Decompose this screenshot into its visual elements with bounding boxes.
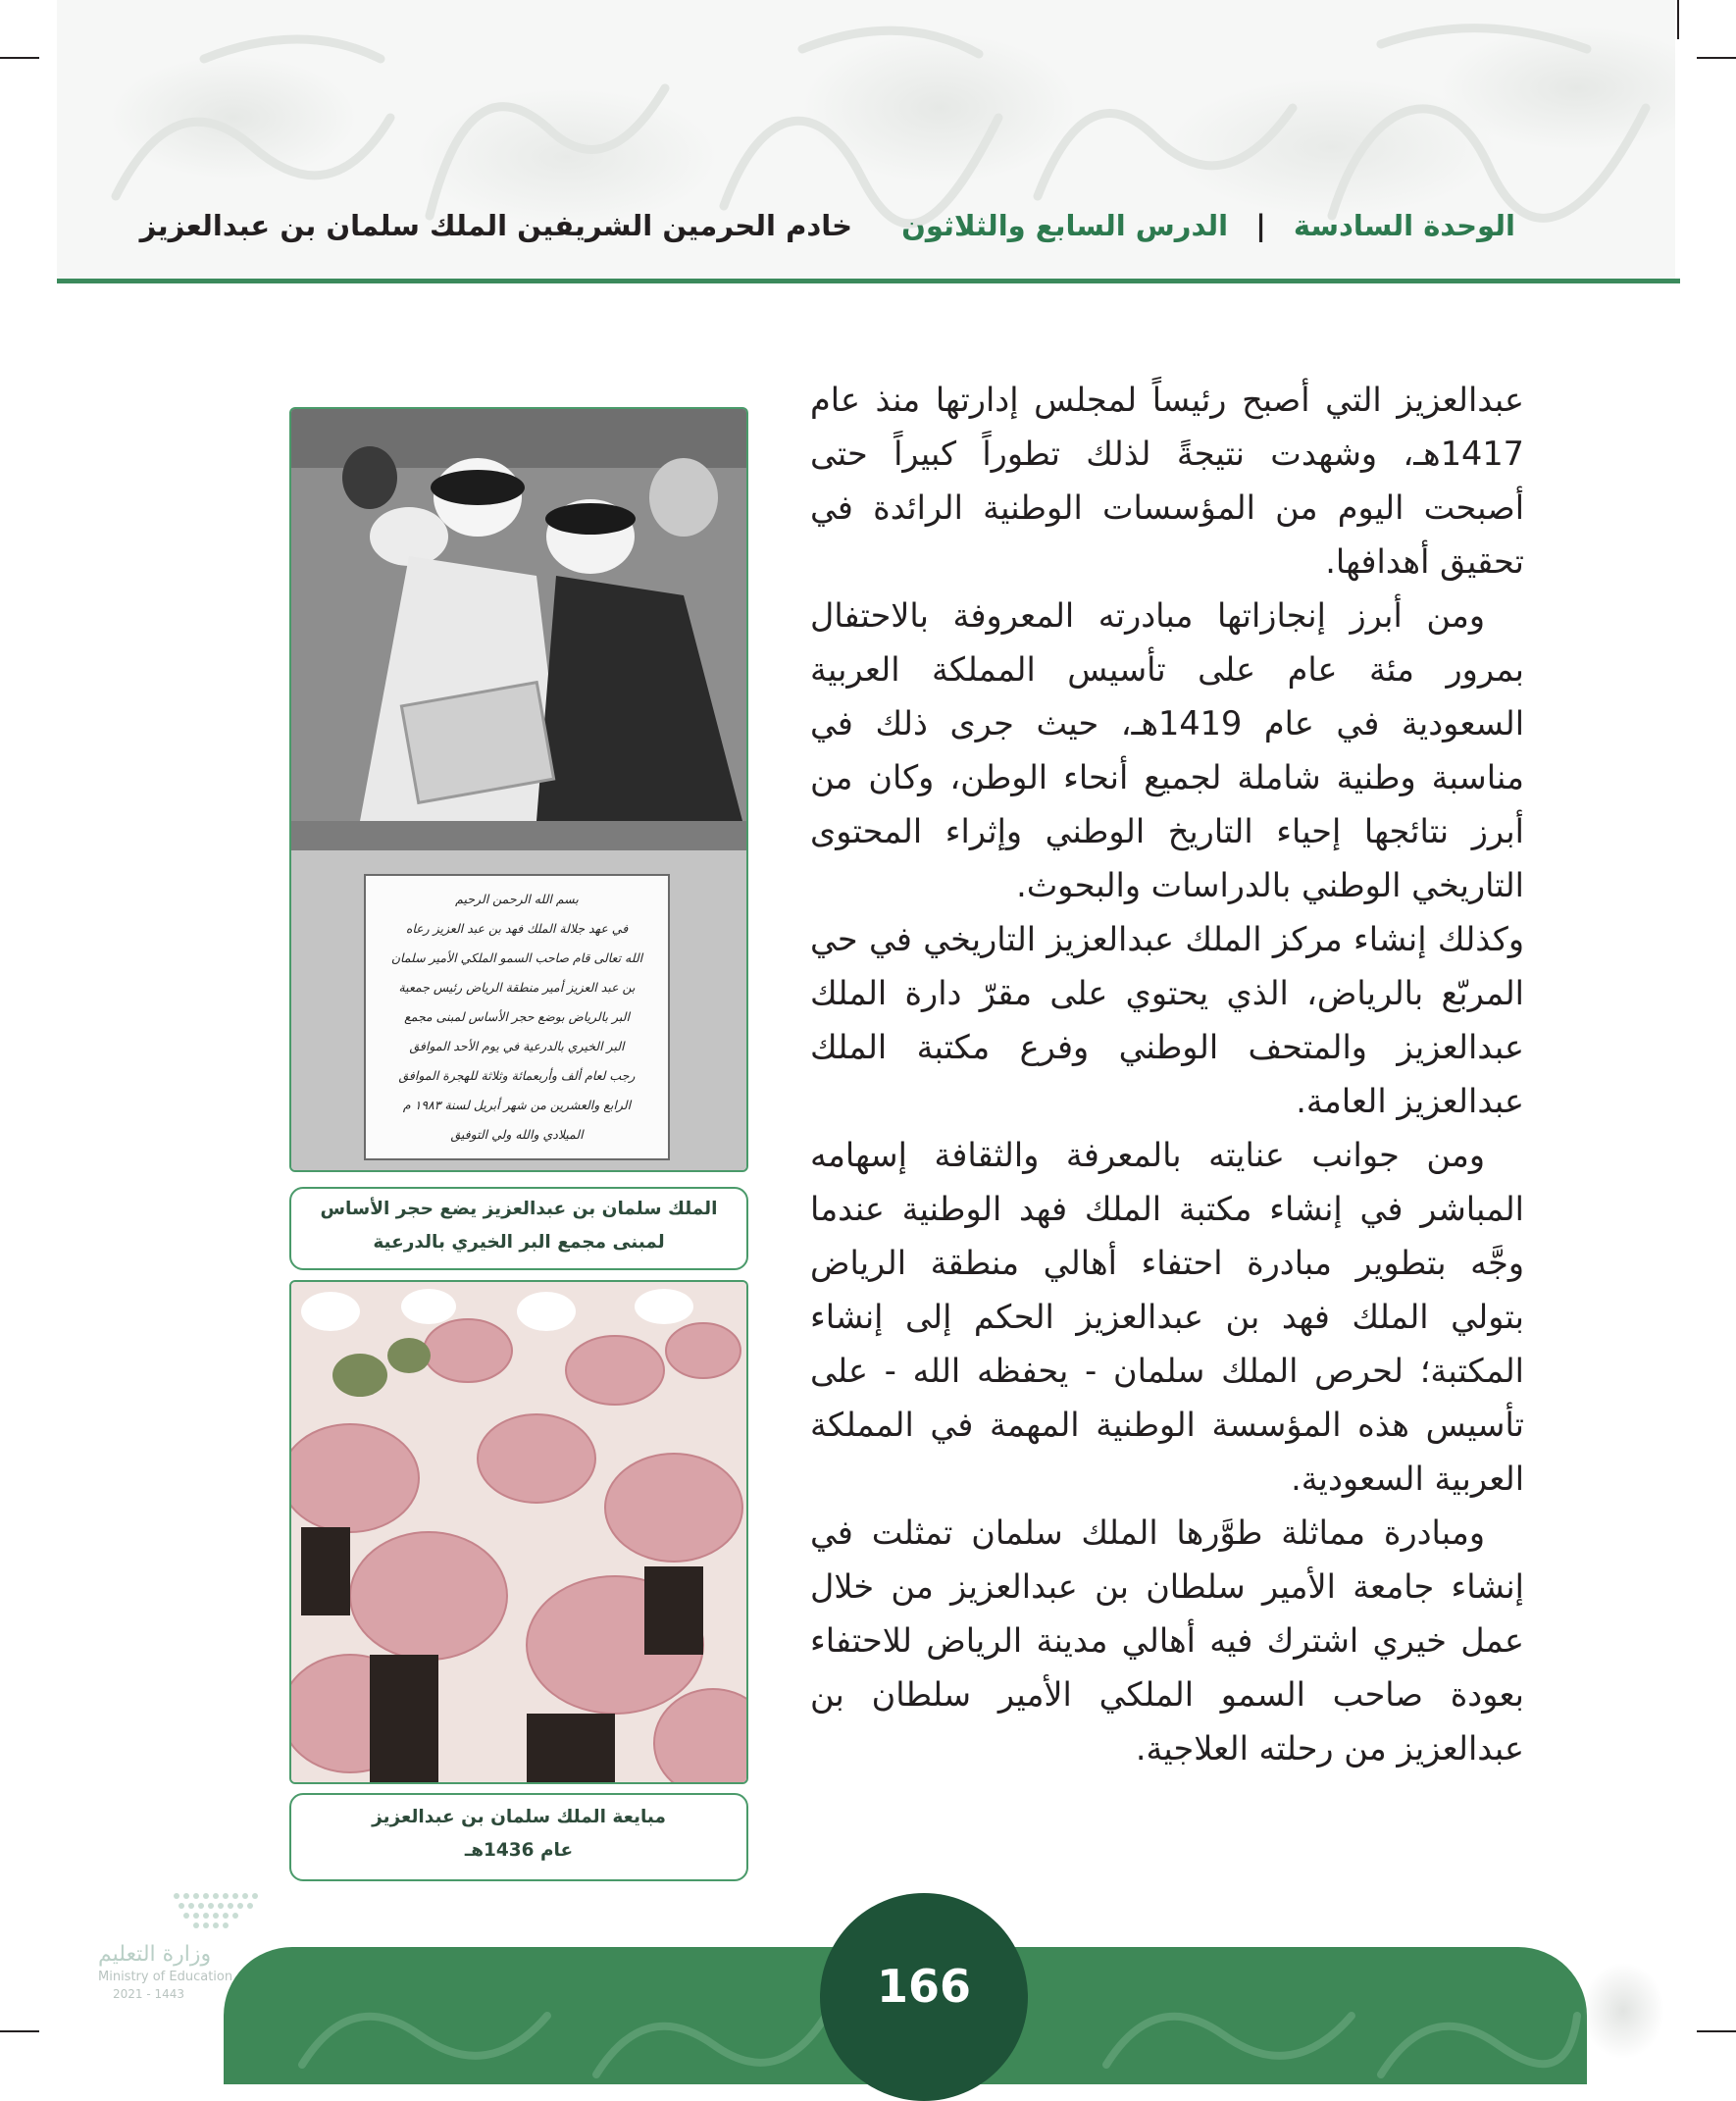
caption-line: الملك سلمان بن عبدالعزيز يضع حجر الأساس (320, 1199, 718, 1219)
ministry-name-en: Ministry of Education (98, 1970, 233, 1984)
body-text (810, 373, 1524, 1775)
crop-mark (0, 2030, 39, 2032)
plaque-line: رجب لعام ألف وأربعمائة وثلاثة للهجرة الموافق (398, 1068, 636, 1083)
ministry-name-ar: وزارة التعليم (98, 1942, 212, 1967)
foundation-plaque (370, 885, 664, 1150)
plaque-line: بن عبد العزيز أمير منطقة الرياض رئيس جمعية (398, 980, 636, 995)
foundation-stone-photo (289, 407, 748, 1172)
crop-mark (1697, 57, 1736, 59)
figure-caption (289, 1187, 748, 1270)
header-rule (57, 279, 1680, 283)
paragraph: عبدالعزيز التي أصبح رئيساً لمجلس إدارتها منذ عام 1417هـ، وشهدت نتيجةً لذلك تطوراً كبيراً حتى أصبحت اليوم من المؤسسات الوطنية الرائدة في تحقيق أهدافها. (810, 381, 1524, 581)
paragraph: ومبادرة مماثلة طوَّرها الملك سلمان تمثلت في إنشاء جامعة الأمير سلطان بن عبدالعزيز من خلال عمل خيري اشترك فيه أهالي مدينة الرياض للاحتفاء بعودة صاحب السمو الملكي الأمير سلطان بن عبدالعزيز من رحلته العلاجية. (810, 1513, 1524, 1768)
caption-line: لمبنى مجمع البر الخيري بالدرعية (373, 1232, 665, 1253)
ministry-year: 2021 - 1443 (113, 1987, 185, 2001)
crop-mark (1677, 0, 1679, 39)
unit-title: الوحدة السادسة (1293, 209, 1515, 242)
caption-line: عام 1436هـ (464, 1840, 574, 1861)
ministry-emblem-icon (59, 1881, 294, 1950)
page-number: 166 (820, 1893, 1028, 2101)
crop-mark (0, 57, 39, 59)
paragraph: ومن أبرز إنجازاتها مبادرته المعروفة بالاحتفال بمرور مئة عام على تأسيس المملكة العربية السعودية في عام 1419هـ، حيث جرى ذلك في مناسبة وطنية شاملة لجميع أنحاء الوطن، وكان من أبرز نتائجها إحياء التاريخ الوطني وإثراء المحتوى التاريخي الوطني بالدراسات والبحوث. (810, 596, 1524, 904)
lesson-subject: خادم الحرمين الشريفين الملك سلمان بن عبدالعزيز (139, 209, 853, 242)
plaque-line: البر بالرياض بوضع حجر الأساس لمبنى مجمع (404, 1009, 630, 1024)
allegiance-image (291, 1282, 746, 1782)
figure-caption (289, 1793, 748, 1881)
plaque-line: بسم الله الرحمن الرحيم (455, 892, 579, 906)
paragraph: وكذلك إنشاء مركز الملك عبدالعزيز التاريخي في حي المربّع بالرياض، الذي يحتوي على مقرّ دارة الملك عبدالعزيز والمتحف الوطني وفرع مكتبة الملك عبدالعزيز العامة. (810, 920, 1524, 1120)
page-header (139, 209, 1515, 258)
lesson-title: الدرس السابع والثلاثون (901, 209, 1229, 242)
plaque-line: في عهد جلالة الملك فهد بن عبد العزيز رعاه (405, 921, 629, 936)
crop-mark (1697, 2030, 1736, 2032)
plaque-line: الله تعالى قام صاحب السمو الملكي الأمير سلمان (390, 950, 643, 965)
footer-decoration (1569, 1937, 1677, 2084)
header-separator: | (1255, 209, 1266, 242)
plaque-line: البر الخيري بالدرعية في يوم الأحد الموافق (409, 1039, 625, 1053)
caption-line: مبايعة الملك سلمان بن عبدالعزيز (372, 1807, 666, 1827)
plaque-line: الميلادي والله ولي التوفيق (450, 1127, 584, 1142)
ministry-logo (59, 1881, 294, 2009)
paragraph: ومن جوانب عنايته بالمعرفة والثقافة إسهامه المباشر في إنشاء مكتبة الملك فهد الوطنية عندما وجَّه بتطوير مبادرة احتفاء أهالي منطقة الرياض بتولي الملك فهد بن عبدالعزيز الحكم إلى إنشاء المكتبة؛ لحرص الملك سلمان - يحفظه الله - على تأسيس هذه المؤسسة الوطنية المهمة في المملكة العربية السعودية. (810, 1136, 1524, 1498)
allegiance-photo (289, 1280, 748, 1784)
plaque-line: الرابع والعشرين من شهر أبريل لسنة ١٩٨٣ م (402, 1098, 632, 1112)
